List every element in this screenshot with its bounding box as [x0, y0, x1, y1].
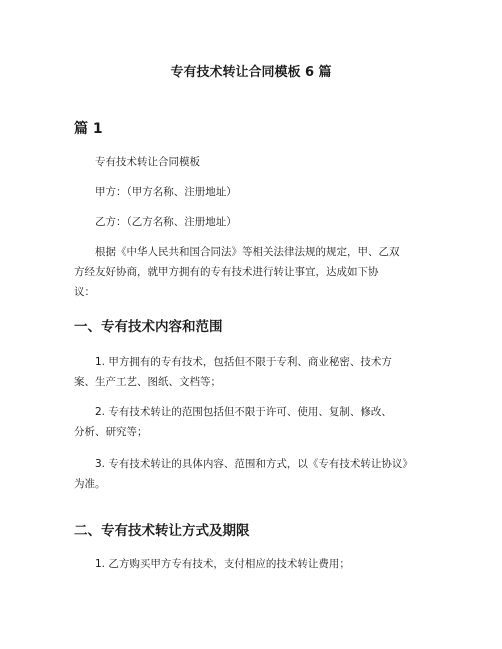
paragraph-party-a: [74, 182, 434, 202]
paragraph-line: 为准。: [74, 478, 106, 490]
clause-1-2: [74, 402, 434, 442]
paragraph-line: 乙方：（乙方名称、注册地址）: [95, 216, 237, 228]
heading-content-scope: 一、专有技术内容和范围: [74, 319, 223, 335]
clause-1-1: [74, 352, 434, 392]
paragraph-line: 分析、研究等；: [74, 426, 148, 438]
document-title: 专有技术转让合同模板 6 篇: [170, 65, 332, 80]
paragraph-line: 案、生产工艺、图纸、文档等；: [74, 376, 221, 388]
paragraph-line: 根据《中华人民共和国合同法》等相关法律法规的规定，甲、乙双: [95, 246, 400, 258]
section-heading: 篇 1: [74, 121, 103, 137]
paragraph-preamble: [74, 242, 434, 302]
paragraph-line: 3. 专有技术转让的具体内容、范围和方式，以《专有技术转让协议》: [95, 458, 413, 470]
clause-2-1: [74, 554, 434, 574]
paragraph-subtitle: [74, 152, 434, 172]
paragraph-line: 1. 乙方购买甲方专有技术，支付相应的技术转让费用；: [95, 558, 350, 570]
paragraph-party-b: [74, 212, 434, 232]
paragraph-line: 1. 甲方拥有的专有技术，包括但不限于专利、商业秘密、技术方: [95, 356, 392, 368]
clause-1-3: [74, 454, 434, 494]
paragraph-line: 2. 专有技术转让的范围包括但不限于许可、使用、复制、修改、: [95, 406, 392, 418]
paragraph-line: 方经友好协商，就甲方拥有的专有技术进行转让事宜，达成如下协: [74, 266, 379, 278]
heading-transfer-method: 二、专有技术转让方式及期限: [74, 523, 250, 539]
paragraph-line: 专有技术转让合同模板: [95, 156, 200, 168]
paragraph-line: 甲方：（甲方名称、注册地址）: [95, 186, 237, 198]
paragraph-line: 议：: [74, 286, 95, 298]
